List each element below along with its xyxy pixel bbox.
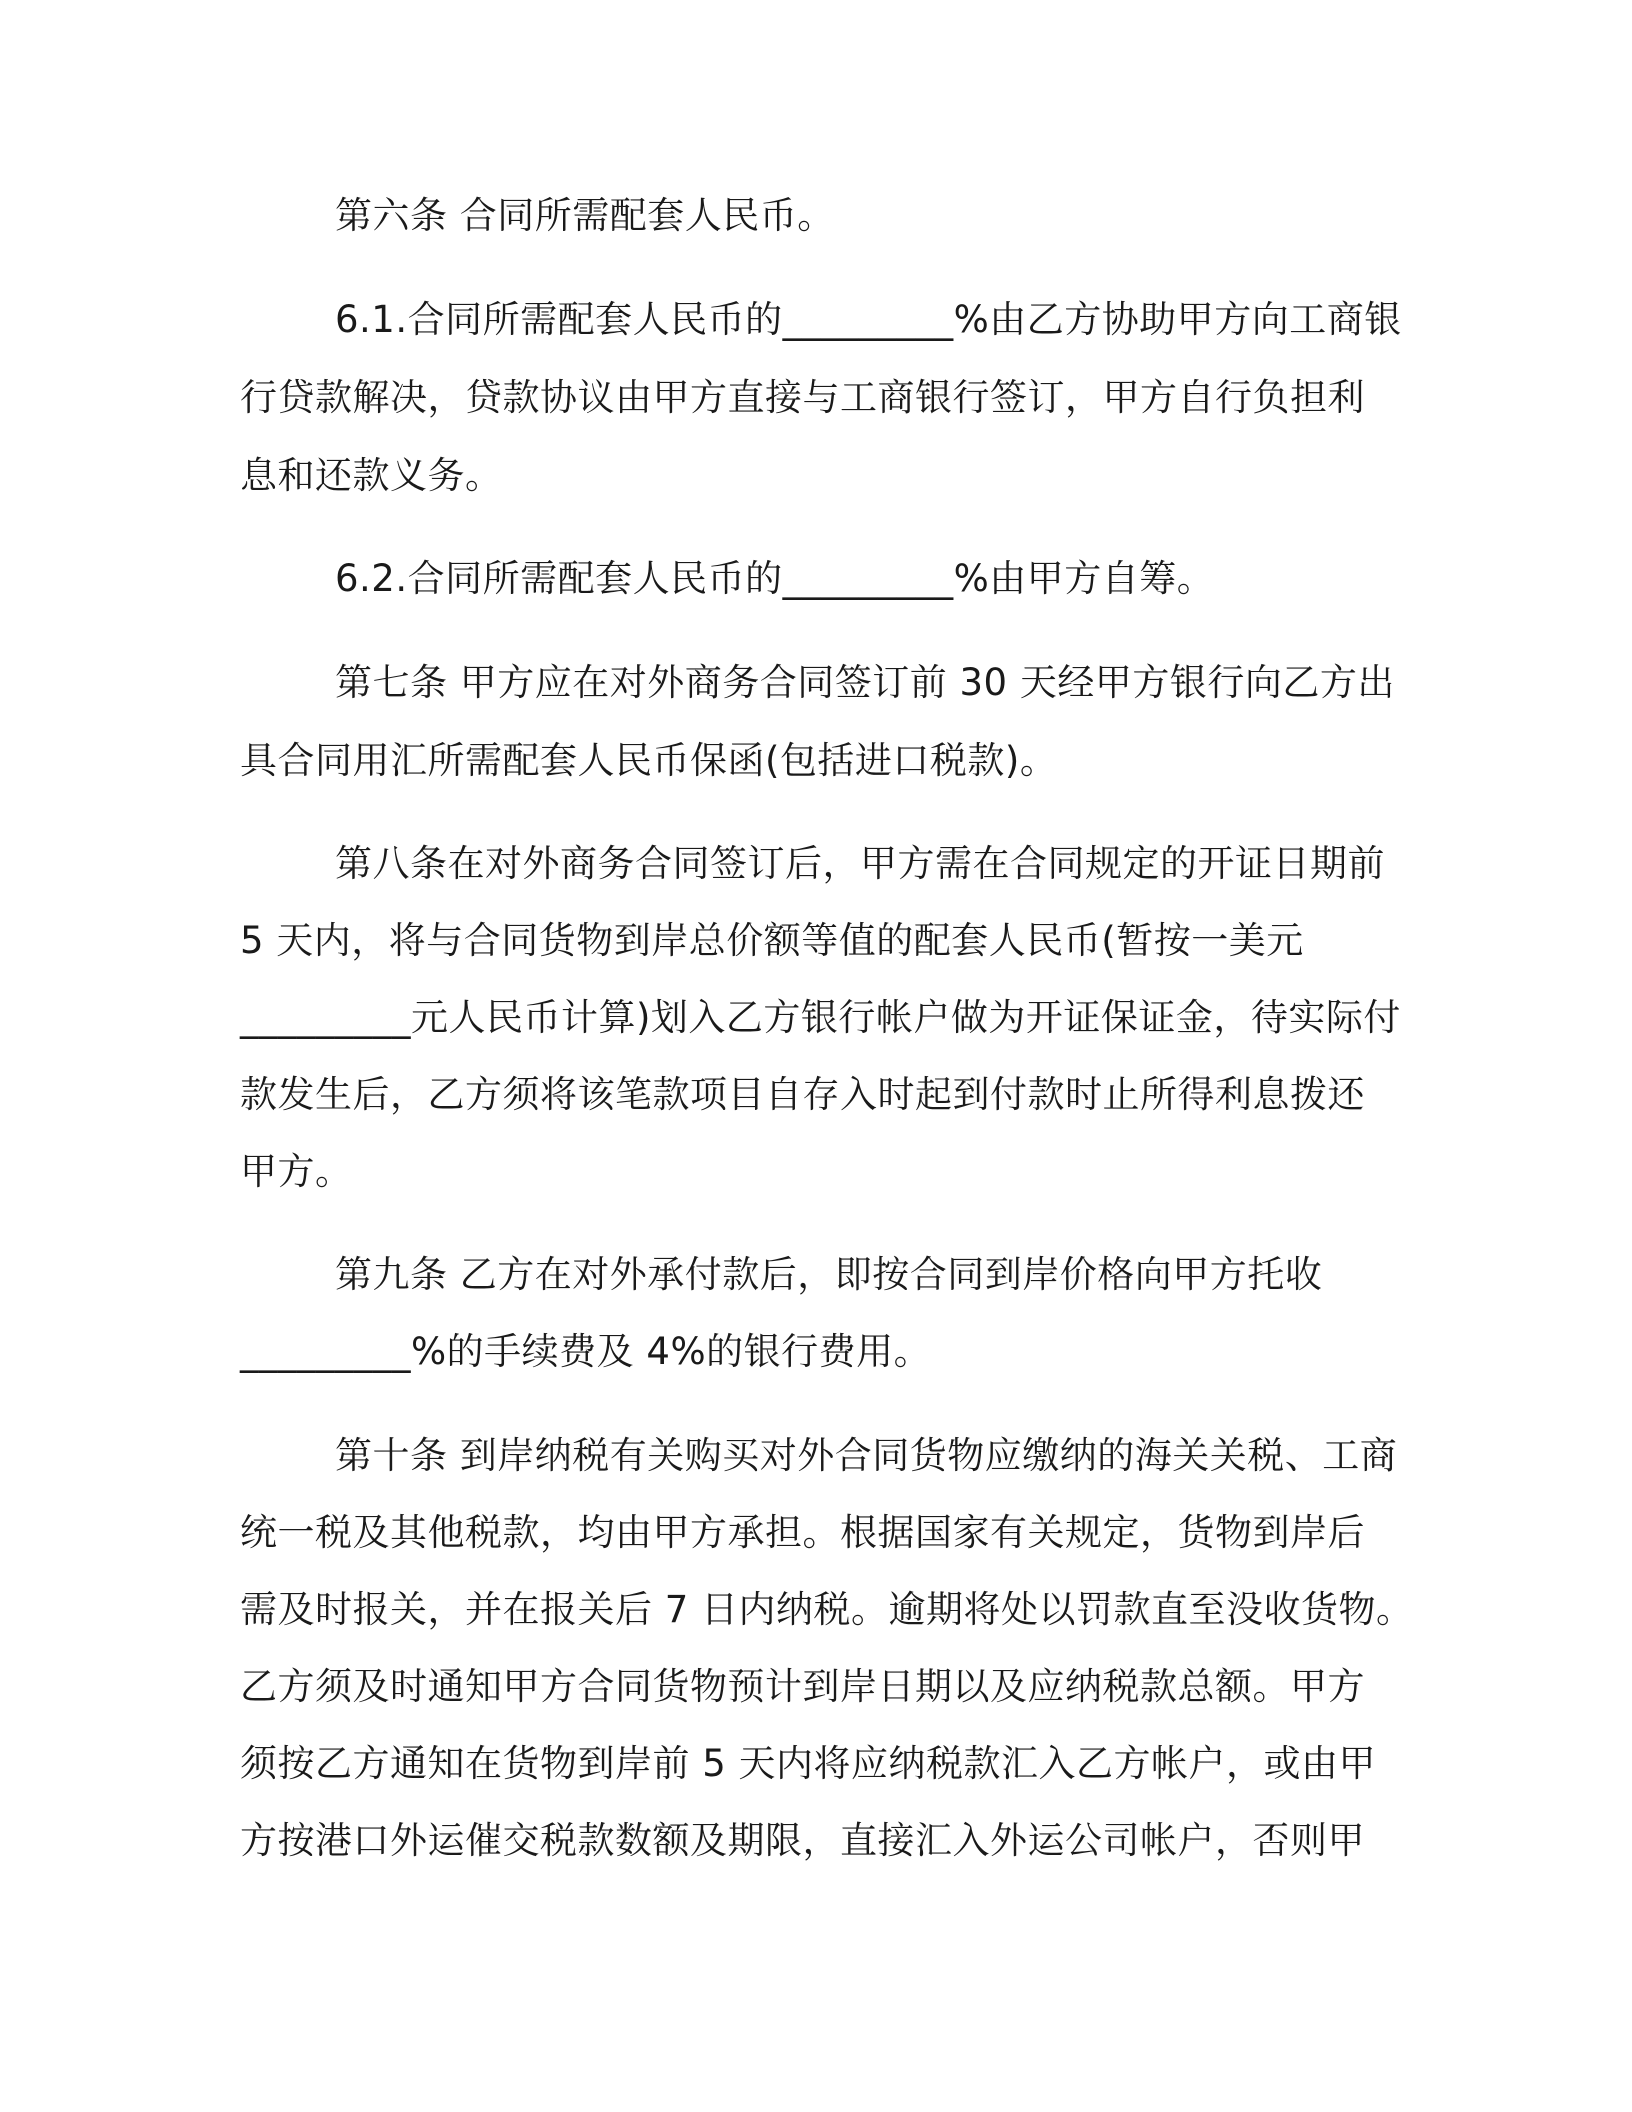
text-line: 息和还款义务。	[240, 454, 503, 497]
text-line: 第七条 甲方应在对外商务合同签订前 30 天经甲方银行向乙方出	[335, 661, 1395, 704]
text-line: 6.2.合同所需配套人民币的_________%由甲方自筹。	[335, 557, 1215, 600]
text-line: 第六条 合同所需配套人民币。	[335, 194, 835, 237]
text-line: 行贷款解决，贷款协议由甲方直接与工商银行签订，甲方自行负担利	[240, 376, 1365, 419]
text-line: 须按乙方通知在货物到岸前 5 天内将应纳税款汇入乙方帐户，或由甲	[240, 1742, 1377, 1785]
text-line: 第八条在对外商务合同签订后，甲方需在合同规定的开证日期前	[335, 842, 1385, 885]
text-line: 统一税及其他税款，均由甲方承担。根据国家有关规定，货物到岸后	[240, 1511, 1365, 1554]
text-line: 方按港口外运催交税款数额及期限，直接汇入外运公司帐户，否则甲	[240, 1819, 1365, 1862]
text-line: 第九条 乙方在对外承付款后，即按合同到岸价格向甲方托收	[335, 1253, 1323, 1296]
document-page	[240, 0, 1414, 2112]
text-line: 具合同用汇所需配套人民币保函(包括进口税款)。	[240, 739, 1058, 782]
text-line: 甲方。	[240, 1150, 353, 1193]
text-line: 6.1.合同所需配套人民币的_________%由乙方协助甲方向工商银	[335, 298, 1402, 341]
text-line: 需及时报关，并在报关后 7 日内纳税。逾期将处以罚款直至没收货物。	[240, 1588, 1414, 1631]
text-line: _________%的手续费及 4%的银行费用。	[240, 1330, 932, 1373]
text-line: 第十条 到岸纳税有关购买对外合同货物应缴纳的海关关税、工商	[335, 1434, 1398, 1477]
text-line: _________元人民币计算)划入乙方银行帐户做为开证保证金，待实际付	[240, 996, 1401, 1039]
text-line: 乙方须及时通知甲方合同货物预计到岸日期以及应纳税款总额。甲方	[240, 1665, 1365, 1708]
text-line: 5 天内，将与合同货物到岸总价额等值的配套人民币(暂按一美元	[240, 919, 1304, 962]
text-line: 款发生后，乙方须将该笔款项目自存入时起到付款时止所得利息拨还	[240, 1073, 1365, 1116]
